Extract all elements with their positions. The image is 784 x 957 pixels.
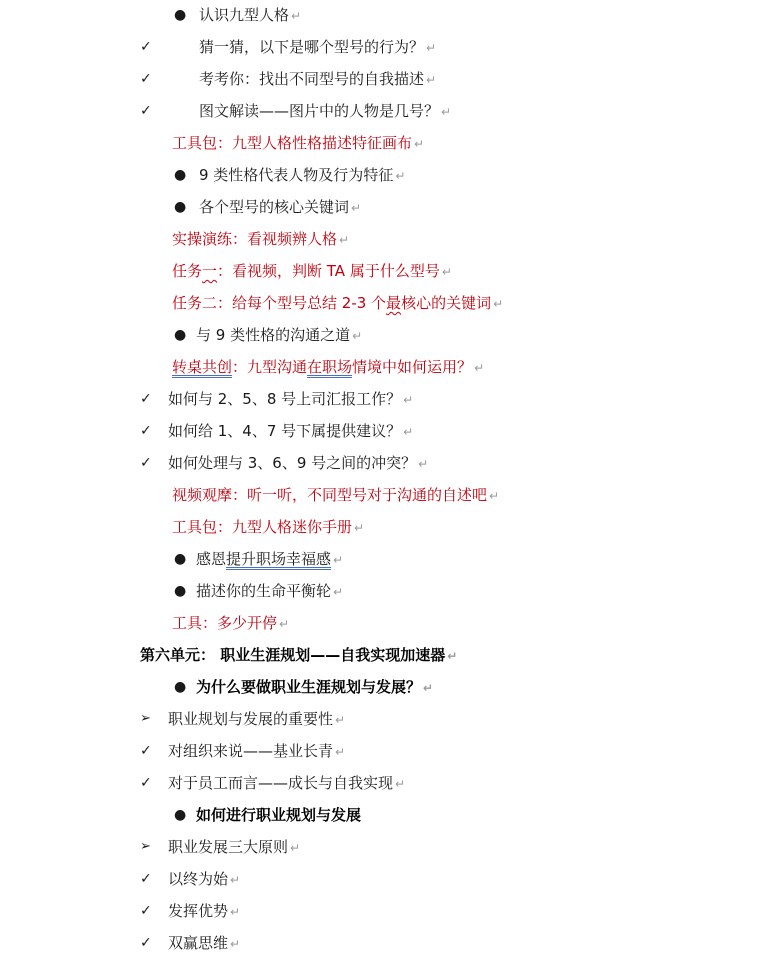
paragraph-mark-icon: ↵ bbox=[474, 361, 485, 375]
bullet-marker: ● bbox=[174, 807, 187, 823]
paragraph-mark-icon: ↵ bbox=[333, 553, 344, 567]
list-item-text: 为什么要做职业生涯规划与发展？ bbox=[196, 678, 422, 696]
paragraph-mark-icon: ↵ bbox=[230, 873, 241, 887]
heading-text-part: 核心的关键词 bbox=[401, 294, 492, 312]
spellcheck-underlined-text: 一 bbox=[202, 262, 218, 280]
unit-heading-text: 第六单元： 职业生涯规划——自我实现加速器 bbox=[140, 646, 446, 664]
paragraph-mark-icon: ↵ bbox=[230, 905, 241, 919]
paragraph-mark-icon: ↵ bbox=[395, 777, 406, 791]
heading-text-part: 任务二：给每个型号总结 2-3 个 bbox=[172, 294, 387, 312]
bullet-marker: ● bbox=[174, 583, 187, 599]
spellcheck-underlined-text: 最 bbox=[386, 294, 402, 312]
paragraph-mark-icon: ↵ bbox=[351, 201, 362, 215]
paragraph-mark-icon: ↵ bbox=[335, 713, 346, 727]
paragraph-mark-icon: ↵ bbox=[441, 265, 452, 279]
checkmark-marker: ✓ bbox=[140, 391, 152, 407]
list-item-text: 对组织来说——基业长青 bbox=[168, 742, 334, 760]
bullet-marker: ● bbox=[174, 679, 187, 695]
checkmark-marker: ✓ bbox=[140, 103, 152, 119]
list-item-text: 认识九型人格 bbox=[199, 6, 290, 24]
paragraph-mark-icon: ↵ bbox=[290, 841, 301, 855]
bullet-marker: ● bbox=[174, 551, 187, 567]
paragraph-mark-icon: ↵ bbox=[354, 521, 365, 535]
arrow-marker: ➢ bbox=[140, 711, 151, 726]
list-item-text: 描述你的生命平衡轮 bbox=[196, 582, 332, 600]
list-item-text: 对于员工而言——成长与自我实现 bbox=[168, 774, 394, 792]
bullet-marker: ● bbox=[174, 327, 187, 343]
bullet-marker: ● bbox=[174, 199, 187, 215]
list-item-text: 9 类性格代表人物及行为特征 bbox=[199, 166, 394, 184]
paragraph-mark-icon: ↵ bbox=[423, 681, 434, 695]
paragraph-mark-icon: ↵ bbox=[447, 649, 458, 663]
grammar-underlined-text: 提升职场幸福感 bbox=[226, 550, 332, 568]
arrow-marker: ➢ bbox=[140, 839, 151, 854]
list-item-text: 职业发展三大原则 bbox=[168, 838, 289, 856]
list-item-text: 考考你：找出不同型号的自我描述 bbox=[199, 70, 425, 88]
list-item-text: 图文解读——图片中的人物是几号？ bbox=[199, 102, 440, 120]
paragraph-mark-icon: ↵ bbox=[339, 233, 350, 247]
list-item-text: 各个型号的核心关键词 bbox=[199, 198, 350, 216]
paragraph-mark-icon: ↵ bbox=[441, 105, 452, 119]
grammar-underlined-text: 在职场 bbox=[307, 358, 353, 376]
checkmark-marker: ✓ bbox=[140, 423, 152, 439]
checkmark-marker: ✓ bbox=[140, 935, 152, 951]
heading-text: 工具包：九型人格迷你手册 bbox=[172, 518, 353, 536]
paragraph-mark-icon: ↵ bbox=[426, 73, 437, 87]
checkmark-marker: ✓ bbox=[140, 743, 152, 759]
heading-text-part: 情境中如何运用？ bbox=[352, 358, 473, 376]
checkmark-marker: ✓ bbox=[140, 903, 152, 919]
list-item-text: 如何处理与 3、6、9 号之间的冲突？ bbox=[168, 454, 417, 472]
paragraph-mark-icon: ↵ bbox=[489, 489, 500, 503]
paragraph-mark-icon: ↵ bbox=[335, 745, 346, 759]
paragraph-mark-icon: ↵ bbox=[230, 937, 241, 951]
bullet-marker: ● bbox=[174, 167, 187, 183]
list-item-text: 双赢思维 bbox=[168, 934, 229, 952]
list-item-text: 职业规划与发展的重要性 bbox=[168, 710, 334, 728]
paragraph-mark-icon: ↵ bbox=[414, 137, 425, 151]
checkmark-marker: ✓ bbox=[140, 871, 152, 887]
paragraph-mark-icon: ↵ bbox=[403, 425, 414, 439]
paragraph-mark-icon: ↵ bbox=[352, 329, 363, 343]
list-item-text: 如何进行职业规划与发展 bbox=[196, 806, 362, 824]
heading-text-part: 任务 bbox=[172, 262, 203, 280]
heading-text-part: ：看视频，判断 TA 属于什么型号 bbox=[217, 262, 440, 280]
list-item-text: 如何给 1、4、7 号下属提供建议？ bbox=[168, 422, 402, 440]
grammar-underlined-text: 转桌共创 bbox=[172, 358, 233, 376]
bullet-marker: ● bbox=[174, 7, 187, 23]
heading-text: 工具：多少开停 bbox=[172, 614, 278, 632]
checkmark-marker: ✓ bbox=[140, 39, 152, 55]
heading-text: 实操演练：看视频辨人格 bbox=[172, 230, 338, 248]
list-item-text-part: 感恩 bbox=[196, 550, 227, 568]
paragraph-mark-icon: ↵ bbox=[291, 9, 302, 23]
checkmark-marker: ✓ bbox=[140, 775, 152, 791]
paragraph-mark-icon: ↵ bbox=[279, 617, 290, 631]
heading-text: 工具包：九型人格性格描述特征画布 bbox=[172, 134, 413, 152]
checkmark-marker: ✓ bbox=[140, 455, 152, 471]
checkmark-marker: ✓ bbox=[140, 71, 152, 87]
list-item-text: 猜一猜，以下是哪个型号的行为？ bbox=[199, 38, 425, 56]
list-item-text: 以终为始 bbox=[168, 870, 229, 888]
paragraph-mark-icon: ↵ bbox=[418, 457, 429, 471]
list-item-text: 如何与 2、5、8 号上司汇报工作？ bbox=[168, 390, 402, 408]
paragraph-mark-icon: ↵ bbox=[403, 393, 414, 407]
paragraph-mark-icon: ↵ bbox=[493, 297, 504, 311]
paragraph-mark-icon: ↵ bbox=[333, 585, 344, 599]
heading-text-part: ：九型沟通 bbox=[232, 358, 308, 376]
paragraph-mark-icon: ↵ bbox=[395, 169, 406, 183]
list-item-text: 发挥优势 bbox=[168, 902, 229, 920]
paragraph-mark-icon: ↵ bbox=[426, 41, 437, 55]
heading-text: 视频观摩：听一听，不同型号对于沟通的自述吧 bbox=[172, 486, 488, 504]
list-item-text: 与 9 类性格的沟通之道 bbox=[196, 326, 351, 344]
